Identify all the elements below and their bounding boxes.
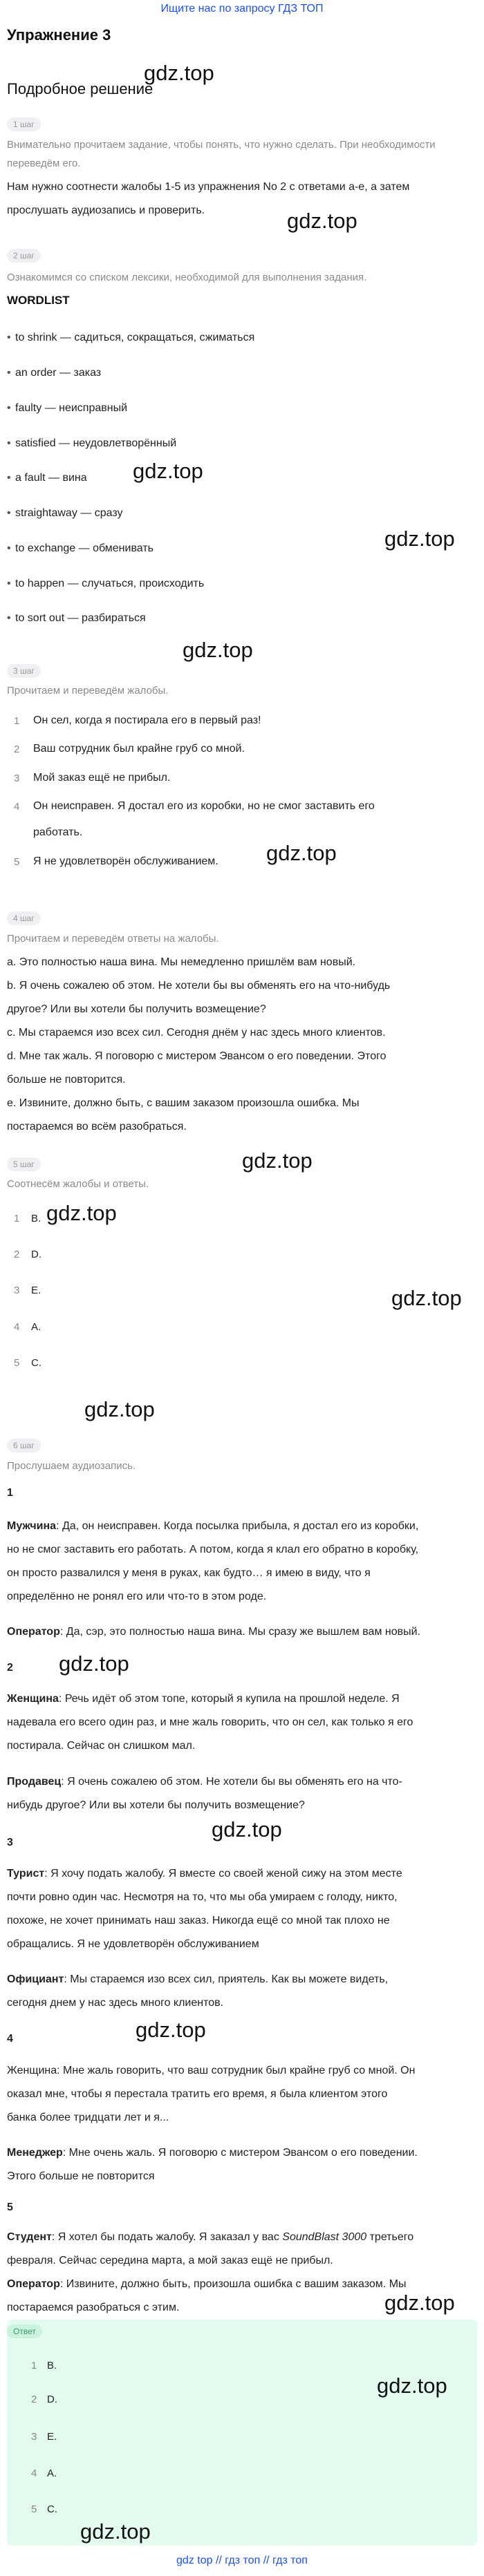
answer-badge: Ответ [7,2324,42,2338]
watermark: gdz.top [384,527,455,551]
dialogue-line: Официант: Мы стараемся изо всех сил, приятель. Как вы можете видеть, [7,1973,389,1985]
dialogue-line: банка более тридцати лет и я... [7,2112,169,2123]
dialogue-line: постирала. Сейчас он слишком мал. [7,1740,196,1752]
watermark: gdz.top [136,2018,206,2042]
answer-value: A. [47,2468,57,2479]
wordlist-item: • a fault — вина [15,472,87,484]
watermark: gdz.top [212,1817,282,1841]
step-badge: 1 шаг [7,117,41,131]
dialogue-line: нибудь другое? Или вы хотели бы получить возмещение? [7,1799,305,1811]
step-badge: 4 шаг [7,911,41,925]
wordlist-item: • an order — заказ [15,367,101,379]
list-number: 4 [14,1321,20,1333]
answer-value: C. [47,2503,57,2515]
watermark: gdz.top [391,1286,462,1310]
dialogue-line: Женщина: Мне жаль говорить, что ваш сотрудник был крайне груб со мной. Он [7,2065,416,2076]
list-number: 2 [14,1249,20,1260]
watermark: gdz.top [287,209,357,233]
dialogue-line: сегодня днем у нас здесь много клиентов. [7,1997,224,2009]
list-number: 2 [31,2394,37,2405]
list-number: 1 [14,715,20,727]
match-value: C. [31,1357,41,1369]
wordlist-item: • to sort out — разбираться [15,612,146,625]
dialogue-line: Оператор: Извините, должно быть, произошла ошибка с вашим заказом. Мы [7,2278,407,2290]
complaint-line: Он сел, когда я постирала его в первый раз! [33,714,261,726]
dialogue-line: похоже, не хочет принимать наш заказ. Никогда ещё со мной так плохо не [7,1915,390,1926]
list-number: 3 [14,1285,20,1296]
answer-value: B. [47,2360,57,2371]
watermark: gdz.top [84,1397,155,1421]
dialogue-line: обращались. Я не удовлетворён обслуживанием [7,1938,259,1950]
wordlist-item: • to shrink — садиться, сокращаться, сжиматься [15,332,254,344]
answer-value: E. [47,2431,57,2443]
watermark: gdz.top [46,1201,117,1225]
dialogue-number: 3 [7,1837,13,1848]
wordlist-item: • to happen — случаться, происходить [15,578,204,590]
dialogue-line: Мужчина: Да, он неисправен. Когда посылка прибыла, я достал его из коробки, [7,1520,419,1532]
exercise-title: Упражнение 3 [7,26,111,44]
dialogue-line: Продавец: Я очень сожалею об этом. Не хотели бы вы обменять его на что- [7,1776,402,1788]
list-number: 1 [14,1213,20,1224]
response-line: c. Мы стараемся изо всех сил. Сегодня днём у нас здесь много клиентов. [7,1027,386,1039]
step-note-line: Соотнесём жалобы и ответы. [7,1178,149,1190]
response-line: постараемся во всём разобраться. [7,1121,187,1133]
answer-value: D. [47,2394,57,2405]
watermark: gdz.top [183,638,253,662]
list-number: 2 [14,744,20,755]
wordlist-title: WORDLIST [7,294,70,307]
dialogue-line: Этого больше не повторится [7,2170,155,2182]
dialogue-line: Студент: Я хотел бы подать жалобу. Я заказал у вас SoundBlast 3000 третьего [7,2231,414,2243]
wordlist-item: • satisfied — неудовлетворённый [15,437,176,450]
list-number: 3 [31,2431,37,2443]
wordlist-item: • straightaway — сразу [15,507,122,520]
complaint-line: Я не удовлетворён обслуживанием. [33,855,218,867]
list-number: 1 [31,2360,37,2371]
dialogue-line: почти ровно один час. Несмотря на то, что мы оба умираем с голоду, никто, [7,1891,398,1903]
dialogue-line: определённо не ронял его или что-то в этом роде. [7,1591,267,1602]
step-badge: 3 шаг [7,664,41,678]
wordlist-item: • faulty — неисправный [15,402,127,415]
watermark: gdz.top [144,61,214,85]
answer-box [7,2320,477,2546]
step-note-line: Внимательно прочитаем задание, чтобы понять, что нужно сделать. При необходимости [7,139,436,151]
match-value: B. [31,1213,41,1224]
dialogue-line: постараемся разобраться с этим. [7,2302,180,2313]
response-line: больше не повторится. [7,1074,126,1086]
match-value: E. [31,1285,41,1296]
watermark: gdz.top [59,1651,129,1676]
dialogue-line: Менеджер: Мне очень жаль. Я поговорю с мистером Эвансом о его поведении. [7,2147,418,2159]
step-note-line: Прослушаем аудиозапись. [7,1460,136,1472]
product-name: SoundBlast 3000 [282,2231,367,2243]
complaint-line: Ваш сотрудник был крайне груб со мной. [33,743,245,755]
response-line: d. Мне так жаль. Я поговорю с мистером Эвансом о его поведении. Этого [7,1050,387,1062]
list-number: 5 [14,856,20,868]
complaint-line: Он неисправен. Я достал его из коробки, но не смог заставить его [33,800,375,812]
top-search-link[interactable]: Ищите нас по запросу ГДЗ ТОП [160,3,324,15]
response-line: a. Это полностью наша вина. Мы немедленно пришлём вам новый. [7,956,356,968]
match-value: D. [31,1249,41,1260]
watermark: gdz.top [266,841,337,865]
watermark: gdz.top [80,2519,151,2544]
solution-title: Подробное решение [7,80,153,97]
list-number: 3 [14,773,20,784]
step-note-line: Прочитаем и переведём ответы на жалобы. [7,933,219,945]
list-number: 4 [31,2468,37,2479]
step-text-line: прослушать аудиозапись и проверить. [7,205,205,216]
watermark: gdz.top [242,1148,313,1173]
watermark: gdz.top [133,459,203,483]
dialogue-number: 4 [7,2033,13,2045]
footer-links[interactable]: gdz top // гдз топ // гдз топ [176,2555,308,2566]
step-note-line: Ознакомимся со списком лексики, необходимой для выполнения задания. [7,272,367,283]
dialogue-line: Женщина: Речь идёт об этом топе, который я купила на прошлой неделе. Я [7,1693,400,1705]
dialogue-line: Оператор: Да, сэр, это полностью наша вина. Мы сразу же вышлем вам новый. [7,1626,421,1638]
dialogue-line: февраля. Сейчас середина марта, а мой заказ ещё не прибыл. [7,2255,333,2266]
dialogue-number: 1 [7,1487,13,1499]
step-note-line: переведём его. [7,158,81,169]
step-badge: 5 шаг [7,1157,41,1171]
wordlist-item: • to exchange — обменивать [15,542,153,555]
match-value: A. [31,1321,41,1333]
dialogue-number: 5 [7,2201,13,2213]
dialogue-line: Турист: Я хочу подать жалобу. Я вместе со своей женой сижу на этом месте [7,1868,402,1879]
dialogue-line: оказал мне, чтобы я перестала тратить его время, я была клиентом этого [7,2088,388,2100]
list-number: 4 [14,801,20,813]
dialogue-line: но не смог заставить его работать. А потом, когда я клал его обратно в коробку, [7,1544,419,1555]
response-line: другое? Или вы хотели бы получить возмещение? [7,1003,266,1015]
complaint-line: работать. [33,826,83,838]
complaint-line: Мой заказ ещё не прибыл. [33,772,171,784]
watermark: gdz.top [377,2374,447,2398]
list-number: 5 [31,2503,37,2515]
dialogue-number: 2 [7,1662,13,1674]
step-badge: 2 шаг [7,249,41,263]
step-badge: 6 шаг [7,1439,41,1452]
step-note-line: Прочитаем и переведём жалобы. [7,685,169,697]
dialogue-line: он просто развалился у меня в руках, как будто… я имею в виду, что я [7,1567,371,1579]
list-number: 5 [14,1357,20,1369]
response-line: e. Извините, должно быть, с вашим заказом произошла ошибка. Мы [7,1097,360,1109]
step-text-line: Нам нужно соотнести жалобы 1-5 из упражнения No 2 с ответами a-e, а затем [7,181,410,193]
watermark: gdz.top [384,2291,455,2315]
response-line: b. Я очень сожалею об этом. Не хотели бы вы обменять его на что-нибудь [7,980,391,992]
dialogue-line: надевала его всего один раз, и мне жаль говорить, что он сел, как только я его [7,1716,413,1728]
